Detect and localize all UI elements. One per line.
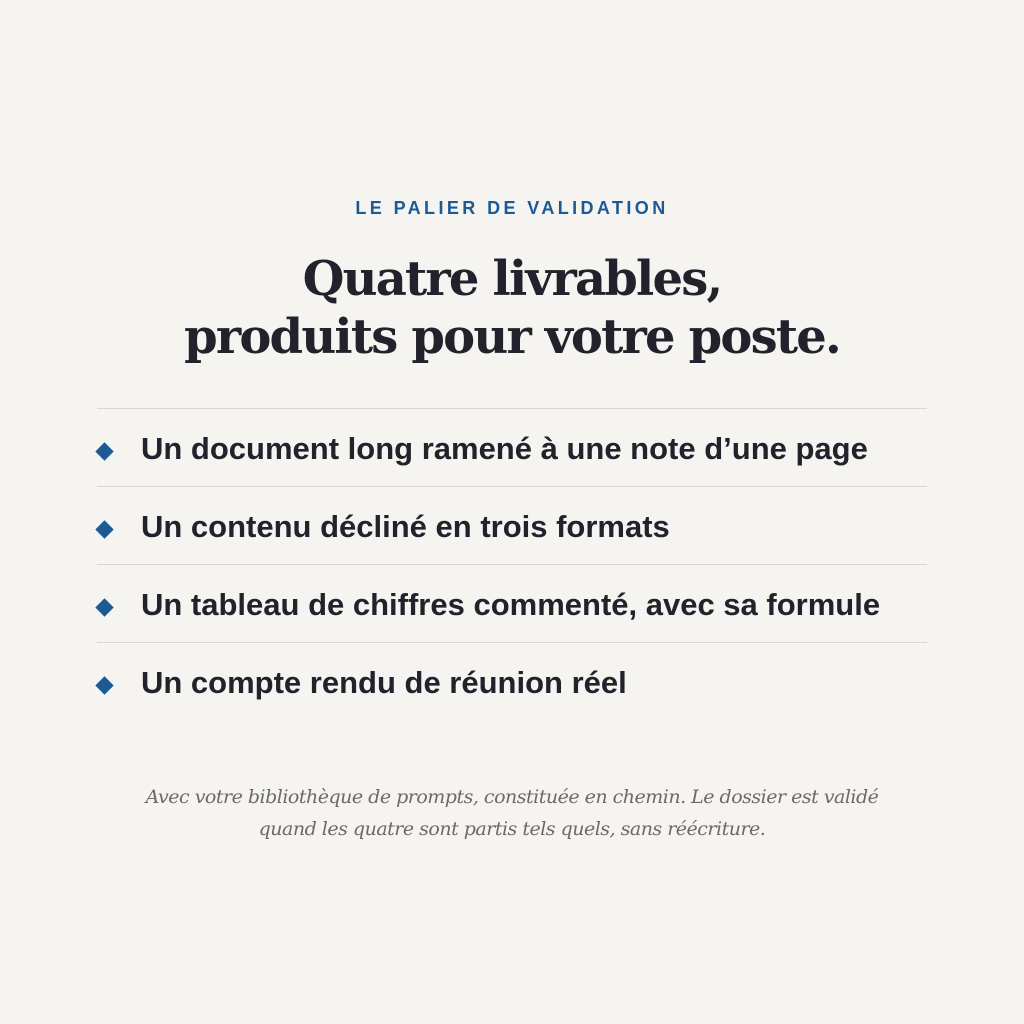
diamond-bullet-icon — [95, 520, 113, 538]
footnote — [0, 781, 1024, 845]
list-item — [97, 487, 927, 565]
diamond-bullet-icon — [95, 598, 113, 616]
list-item-label: Un compte rendu de réunion réel — [141, 665, 627, 700]
list-item-label: Un document long ramené à une note d’une page — [141, 431, 868, 466]
page-title-line-2: produits pour votre poste. — [184, 309, 840, 365]
list-item — [97, 643, 927, 720]
footnote-line-1: Avec votre bibliothèque de prompts, constituée en chemin. Le dossier est validé — [145, 786, 879, 808]
page-title — [0, 250, 1024, 366]
list-item-label: Un tableau de chiffres commenté, avec sa formule — [141, 587, 881, 622]
deliverables-list — [97, 408, 927, 720]
diamond-bullet-icon — [95, 442, 113, 460]
kicker: LE PALIER DE VALIDATION — [355, 198, 669, 218]
list-item — [97, 565, 927, 643]
footnote-line-2: quand les quatre sont partis tels quels, sans réécriture. — [258, 818, 766, 840]
list-item-label: Un contenu décliné en trois formats — [141, 509, 670, 544]
page-title-line-1: Quatre livrables, — [302, 251, 722, 307]
list-item — [97, 409, 927, 487]
diamond-bullet-icon — [95, 676, 113, 694]
